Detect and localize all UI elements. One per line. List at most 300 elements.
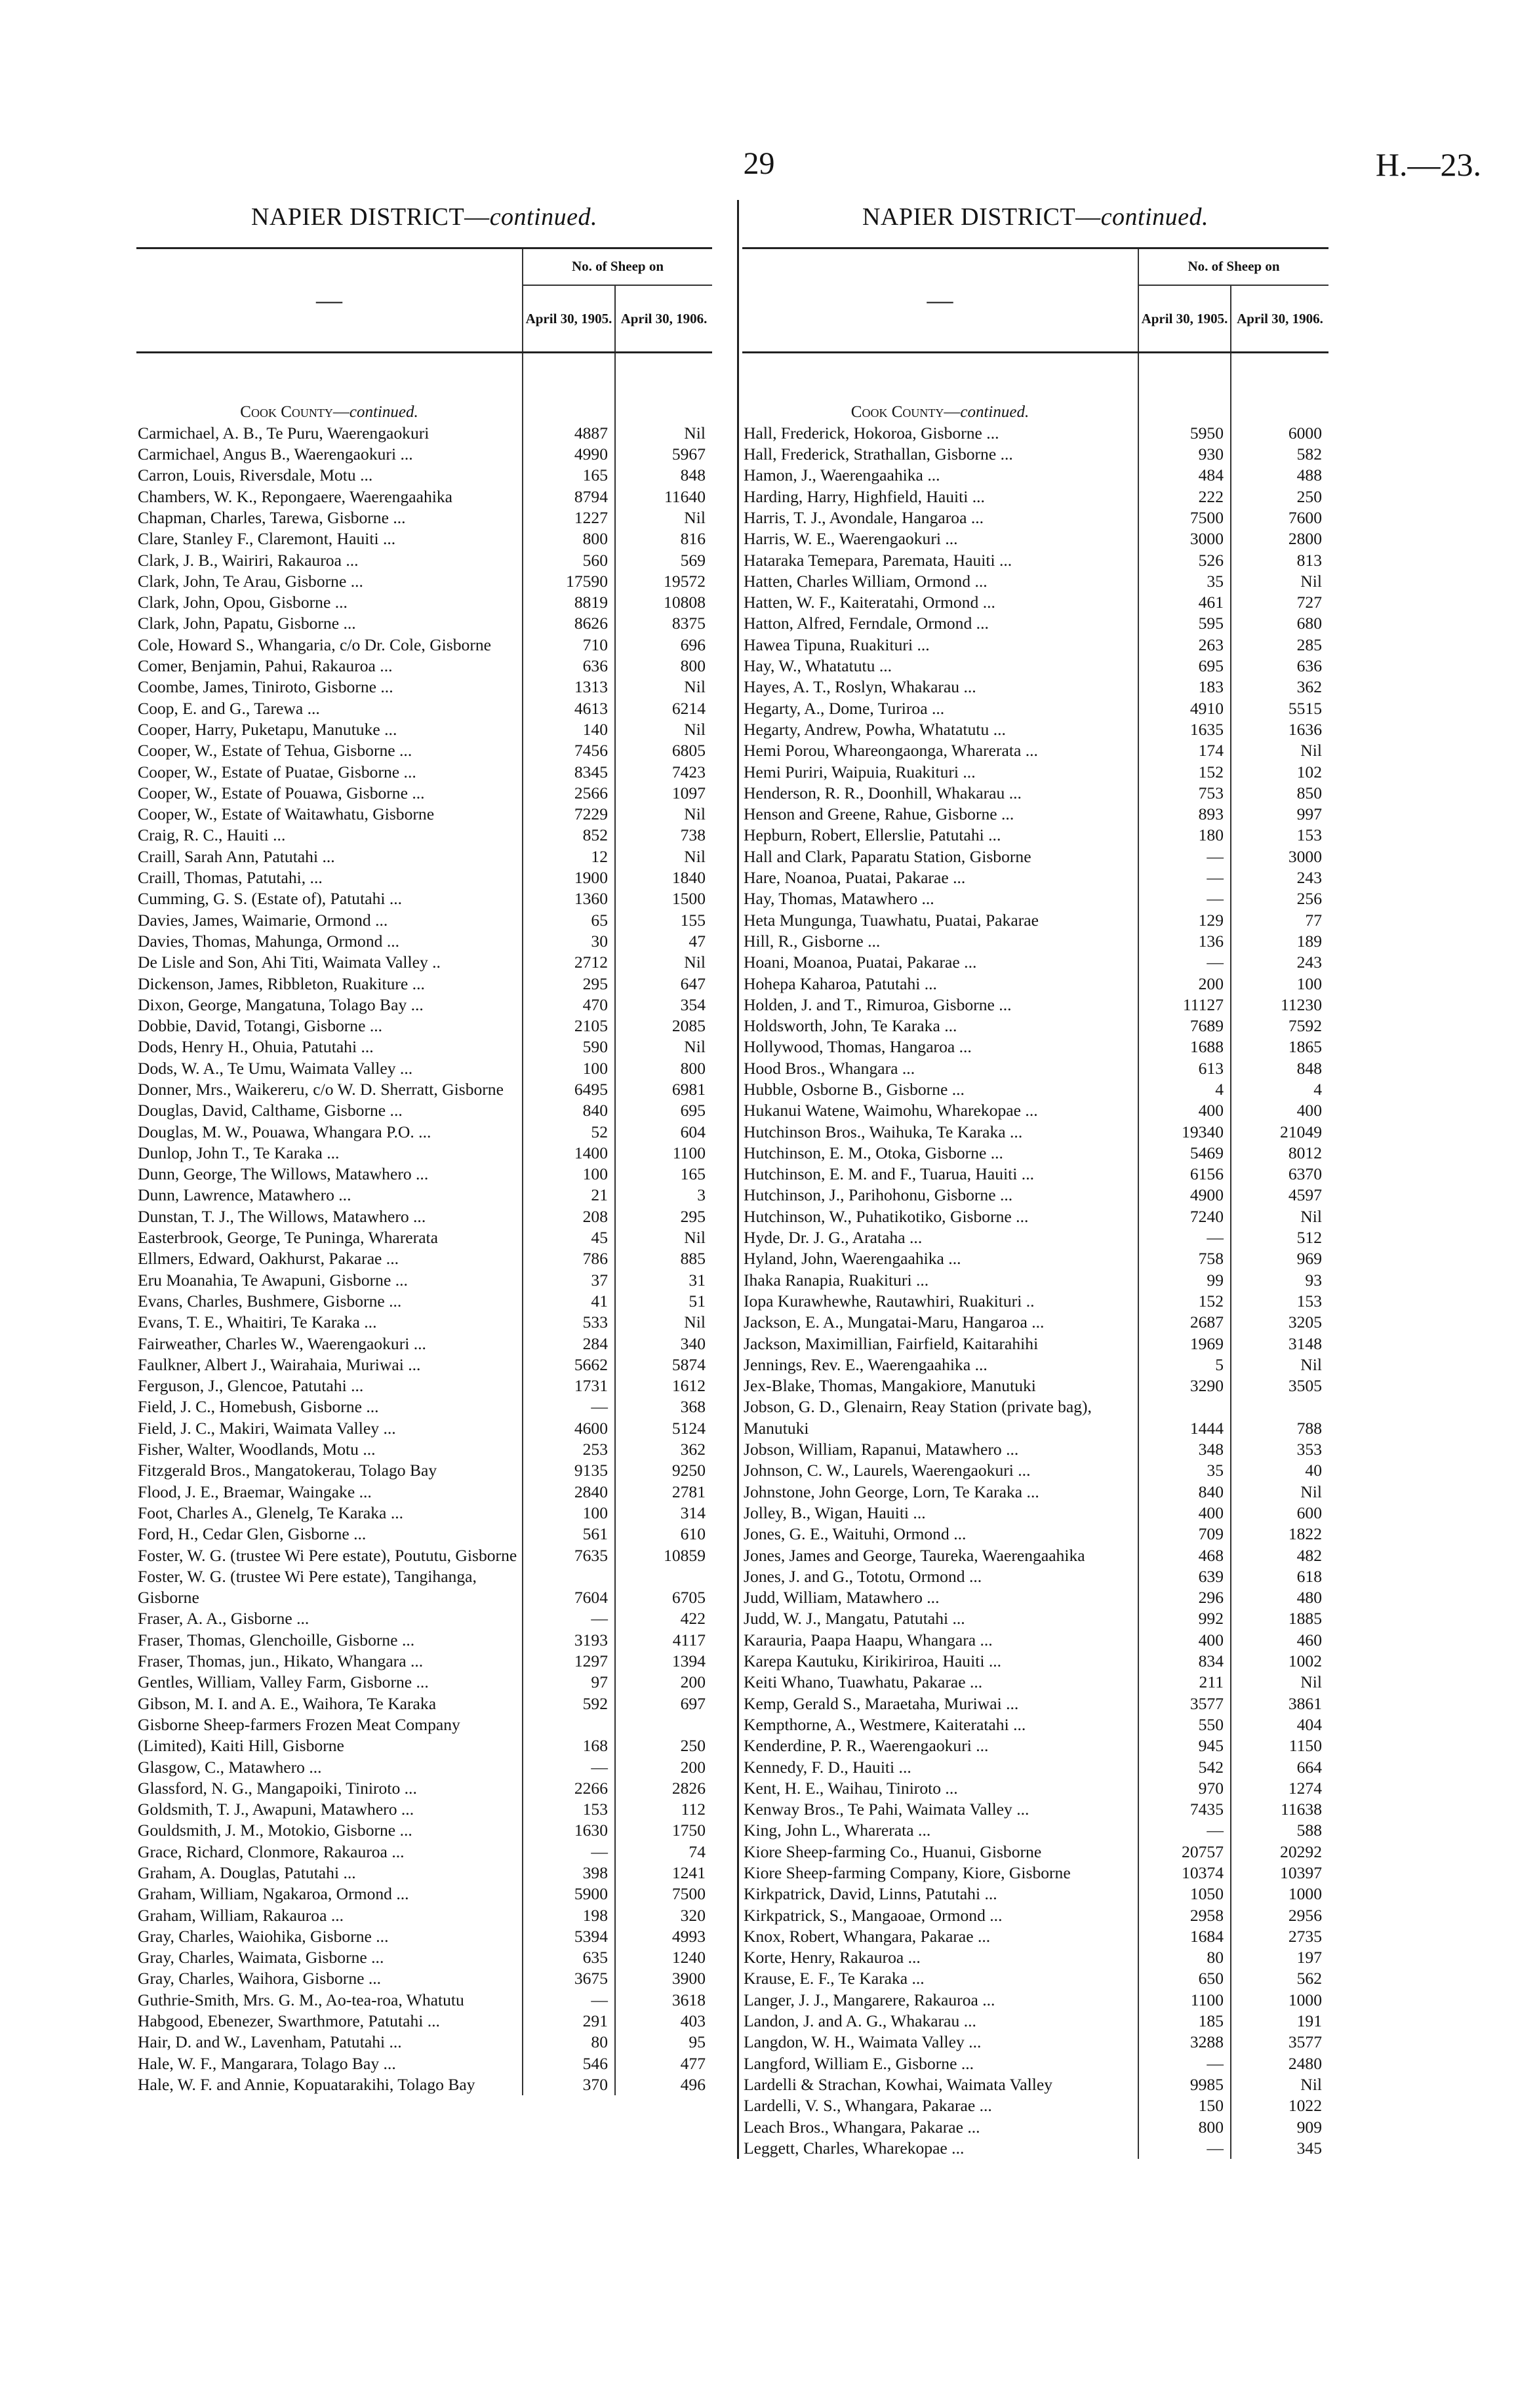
owner-name: Gray, Charles, Waiohika, Gisborne ... bbox=[138, 1926, 389, 1946]
table-row bbox=[742, 423, 1328, 444]
sheep-1905: 613 bbox=[1138, 1058, 1231, 1079]
owner-name: Hawea Tipuna, Ruakituri ... bbox=[744, 635, 930, 654]
sheep-1906: 800 bbox=[615, 1058, 712, 1079]
sheep-1905: — bbox=[1138, 1227, 1231, 1248]
sheep-1905: 753 bbox=[1138, 783, 1231, 804]
table-row bbox=[742, 1693, 1328, 1714]
owner-name: Kemp, Gerald S., Maraetaha, Muriwai ... bbox=[744, 1693, 1019, 1713]
sheep-1905: 970 bbox=[1138, 1778, 1231, 1799]
sheep-1906: 314 bbox=[615, 1503, 712, 1524]
sheep-1905: — bbox=[1138, 952, 1231, 973]
sheep-1906: 40 bbox=[1231, 1460, 1328, 1481]
sheep-1906: 11638 bbox=[1231, 1799, 1328, 1820]
table-row bbox=[742, 550, 1328, 571]
table-row bbox=[742, 888, 1328, 909]
sheep-1905: 1444 bbox=[1138, 1396, 1231, 1439]
sheep-1905: 100 bbox=[523, 1164, 615, 1185]
left-column-header bbox=[136, 247, 712, 353]
owner-name: Holdsworth, John, Te Karaka ... bbox=[744, 1016, 957, 1036]
owner-name: Hill, R., Gisborne ... bbox=[744, 931, 881, 951]
table-row bbox=[742, 867, 1328, 888]
sheep-1906: 10808 bbox=[615, 592, 712, 613]
sheep-1905: 1400 bbox=[523, 1143, 615, 1164]
table-row bbox=[136, 1248, 712, 1269]
table-row bbox=[742, 592, 1328, 613]
owner-name: Hepburn, Robert, Ellerslie, Patutahi ... bbox=[744, 825, 1001, 845]
sheep-1905: 35 bbox=[1138, 571, 1231, 592]
sheep-1906: 243 bbox=[1231, 952, 1328, 973]
table-row bbox=[136, 867, 712, 888]
owner-name: Dods, W. A., Te Umu, Waimata Valley ... bbox=[138, 1058, 413, 1078]
table-row bbox=[742, 1206, 1328, 1227]
table-row bbox=[742, 2117, 1328, 2138]
owner-name: Langer, J. J., Mangarere, Rakauroa ... bbox=[744, 1990, 995, 2009]
owner-name: Lardelli & Strachan, Kowhai, Waimata Valley bbox=[744, 2074, 1053, 2094]
table-row bbox=[136, 635, 712, 656]
table-row bbox=[136, 719, 712, 740]
table-row bbox=[136, 1291, 712, 1312]
sheep-1906: 1097 bbox=[615, 783, 712, 804]
owner-name: Hale, W. F. and Annie, Kopuatarakihi, Tolago Bay bbox=[138, 2074, 475, 2094]
county-heading: Cook County—continued. bbox=[742, 353, 1328, 423]
owner-name: Gouldsmith, J. M., Motokio, Gisborne ... bbox=[138, 1821, 412, 1840]
sheep-1906: 680 bbox=[1231, 613, 1328, 634]
sheep-1905: 8345 bbox=[523, 762, 615, 783]
table-row bbox=[742, 2032, 1328, 2053]
owner-name: Hemi Puriri, Waipuia, Ruakituri ... bbox=[744, 762, 976, 781]
owner-name: Jones, James and George, Taureka, Waerengaahika bbox=[744, 1545, 1085, 1565]
table-row bbox=[136, 1036, 712, 1057]
table-row bbox=[136, 1778, 712, 1799]
table-row bbox=[136, 1799, 712, 1820]
owner-name: Hare, Noanoa, Puatai, Pakarae ... bbox=[744, 868, 966, 888]
table-row bbox=[136, 1164, 712, 1185]
owner-name: Hataraka Temepara, Paremata, Hauiti ... bbox=[744, 550, 1012, 570]
owner-name: Hyland, John, Waerengaahika ... bbox=[744, 1249, 961, 1269]
sheep-1906: 909 bbox=[1231, 2117, 1328, 2138]
sheep-1906: 47 bbox=[615, 931, 712, 952]
table-row bbox=[742, 974, 1328, 995]
sheep-1905: 526 bbox=[1138, 550, 1231, 571]
sheep-1906: 10859 bbox=[615, 1545, 712, 1566]
sheep-1905: 695 bbox=[1138, 656, 1231, 677]
owner-name: Davies, Thomas, Mahunga, Ormond ... bbox=[138, 931, 400, 951]
sheep-1905: 3675 bbox=[523, 1968, 615, 1989]
sheep-1906: 1500 bbox=[615, 888, 712, 909]
sheep-1906: 850 bbox=[1231, 783, 1328, 804]
sheep-1906: 100 bbox=[1231, 974, 1328, 995]
sheep-1905: 348 bbox=[1138, 1439, 1231, 1460]
owner-name: Jennings, Rev. E., Waerengaahika ... bbox=[744, 1354, 988, 1374]
sheep-1905: 2566 bbox=[523, 783, 615, 804]
owner-name: Craig, R. C., Hauiti ... bbox=[138, 825, 286, 845]
sheep-1906: 153 bbox=[1231, 1291, 1328, 1312]
sheep-1906: 664 bbox=[1231, 1757, 1328, 1778]
owner-name: Hegarty, Andrew, Powha, Whatatutu ... bbox=[744, 719, 1006, 739]
sheep-1905: 4 bbox=[1138, 1079, 1231, 1100]
sheep-1906: 1636 bbox=[1231, 719, 1328, 740]
sheep-1906: 102 bbox=[1231, 762, 1328, 783]
owner-name: Coop, E. and G., Tarewa ... bbox=[138, 698, 320, 718]
table-row bbox=[742, 1651, 1328, 1672]
sheep-1906: 6805 bbox=[615, 740, 712, 761]
sheep-1905: 296 bbox=[1138, 1587, 1231, 1608]
owner-name: King, John L., Wharerata ... bbox=[744, 1821, 931, 1840]
table-row bbox=[136, 846, 712, 867]
owner-name: Davies, James, Waimarie, Ormond ... bbox=[138, 910, 388, 930]
sheep-1906: 197 bbox=[1231, 1947, 1328, 1968]
sheep-1905: 7229 bbox=[523, 804, 615, 825]
sheep-1905: 11127 bbox=[1138, 995, 1231, 1016]
sheep-1906: 112 bbox=[615, 1799, 712, 1820]
sheep-1905: 590 bbox=[523, 1036, 615, 1057]
owner-name: Cooper, W., Estate of Puatae, Gisborne ... bbox=[138, 762, 416, 781]
table-row bbox=[136, 1206, 712, 1227]
owner-name: Hatton, Alfred, Ferndale, Ormond ... bbox=[744, 614, 989, 633]
owner-name: Clark, J. B., Wairiri, Rakauroa ... bbox=[138, 550, 359, 570]
owner-name: Douglas, David, Calthame, Gisborne ... bbox=[138, 1101, 403, 1120]
sheep-1906: 2085 bbox=[615, 1016, 712, 1036]
table-row bbox=[742, 1375, 1328, 1396]
table-row bbox=[742, 1100, 1328, 1121]
owner-name: Hutchinson, E. M. and F., Tuarua, Hauiti ... bbox=[744, 1164, 1034, 1184]
table-row bbox=[136, 465, 712, 486]
sheep-1905: 45 bbox=[523, 1227, 615, 1248]
sheep-1905: 37 bbox=[523, 1270, 615, 1291]
owner-name: Langford, William E., Gisborne ... bbox=[744, 2053, 974, 2073]
sheep-1905: 2105 bbox=[523, 1016, 615, 1036]
header-col-1906: April 30, 1906. bbox=[615, 285, 712, 353]
owner-name: Chambers, W. K., Repongaere, Waerengaahika bbox=[138, 486, 453, 506]
right-column-title: NAPIER DISTRICT—continued. bbox=[862, 203, 1209, 231]
right-column-header bbox=[742, 247, 1328, 353]
sheep-1906: 512 bbox=[1231, 1227, 1328, 1248]
sheep-1905: 129 bbox=[1138, 910, 1231, 931]
sheep-1906: Nil bbox=[615, 804, 712, 825]
table-row bbox=[136, 613, 712, 634]
owner-name: Glassford, N. G., Mangapoiki, Tiniroto ... bbox=[138, 1778, 417, 1798]
table-row bbox=[136, 995, 712, 1016]
sheep-1906: 3148 bbox=[1231, 1333, 1328, 1354]
table-row bbox=[742, 1884, 1328, 1905]
sheep-1906: 285 bbox=[1231, 635, 1328, 656]
owner-name: Knox, Robert, Whangara, Pakarae ... bbox=[744, 1926, 991, 1946]
sheep-1905: 140 bbox=[523, 719, 615, 740]
sheep-1906: 6000 bbox=[1231, 423, 1328, 444]
table-row bbox=[742, 1312, 1328, 1333]
owner-name: Johnson, C. W., Laurels, Waerengaokuri ... bbox=[744, 1461, 1031, 1480]
sheep-1906: 3577 bbox=[1231, 2032, 1328, 2053]
sheep-1905: 533 bbox=[523, 1312, 615, 1333]
sheep-1906: 8012 bbox=[1231, 1143, 1328, 1164]
owner-name: Kenway Bros., Te Pahi, Waimata Valley ... bbox=[744, 1800, 1029, 1819]
page-reference: H.—23. bbox=[1375, 146, 1481, 183]
table-row bbox=[136, 910, 712, 931]
owner-name: Cooper, W., Estate of Tehua, Gisborne ... bbox=[138, 741, 412, 760]
sheep-1905: 840 bbox=[523, 1100, 615, 1121]
sheep-1906: 320 bbox=[615, 1905, 712, 1926]
sheep-1906: 3 bbox=[615, 1185, 712, 1206]
owner-name: Dunn, Lawrence, Matawhero ... bbox=[138, 1185, 351, 1205]
owner-name: Henson and Greene, Rahue, Gisborne ... bbox=[744, 804, 1014, 824]
table-row bbox=[136, 740, 712, 761]
sheep-1906: 588 bbox=[1231, 1820, 1328, 1841]
table-row bbox=[742, 1778, 1328, 1799]
sheep-1905: 5469 bbox=[1138, 1143, 1231, 1164]
table-row bbox=[742, 910, 1328, 931]
sheep-1906: 11640 bbox=[615, 486, 712, 507]
table-row bbox=[742, 2011, 1328, 2032]
owner-name: Carmichael, Angus B., Waerengaokuri ... bbox=[138, 444, 413, 464]
table-row bbox=[742, 1905, 1328, 1926]
table-row bbox=[136, 1418, 712, 1439]
sheep-1905: 561 bbox=[523, 1524, 615, 1545]
table-row bbox=[742, 1757, 1328, 1778]
sheep-1906: Nil bbox=[1231, 1672, 1328, 1693]
owner-name: Hair, D. and W., Lavenham, Patutahi ... bbox=[138, 2032, 402, 2052]
sheep-1905: 930 bbox=[1138, 444, 1231, 465]
sheep-1906: Nil bbox=[615, 719, 712, 740]
table-row bbox=[742, 698, 1328, 719]
table-row bbox=[742, 1164, 1328, 1185]
sheep-1905: 2266 bbox=[523, 1778, 615, 1799]
sheep-1906: 1840 bbox=[615, 867, 712, 888]
table-row bbox=[742, 1185, 1328, 1206]
owner-name: Fisher, Walter, Woodlands, Motu ... bbox=[138, 1440, 376, 1459]
sheep-1905: 20757 bbox=[1138, 1842, 1231, 1863]
table-row bbox=[136, 1185, 712, 1206]
table-row bbox=[136, 1905, 712, 1926]
owner-name: Kiore Sheep-farming Company, Kiore, Gisborne bbox=[744, 1863, 1071, 1882]
owner-name: Hyde, Dr. J. G., Arataha ... bbox=[744, 1228, 923, 1248]
sheep-1905: 52 bbox=[523, 1122, 615, 1143]
sheep-1905: 1360 bbox=[523, 888, 615, 909]
header-dash: — bbox=[316, 285, 342, 315]
sheep-1906: 353 bbox=[1231, 1439, 1328, 1460]
table-row bbox=[742, 1820, 1328, 1841]
sheep-1905: 5 bbox=[1138, 1354, 1231, 1375]
sheep-1905: 560 bbox=[523, 550, 615, 571]
table-row bbox=[742, 995, 1328, 1016]
owner-name: Hubble, Osborne B., Gisborne ... bbox=[744, 1080, 965, 1099]
table-row bbox=[136, 2032, 712, 2053]
owner-name: Hayes, A. T., Roslyn, Whakarau ... bbox=[744, 677, 976, 697]
table-row bbox=[742, 846, 1328, 867]
sheep-1906: 2826 bbox=[615, 1778, 712, 1799]
sheep-1906: 695 bbox=[615, 1100, 712, 1121]
owner-name: Leggett, Charles, Wharekopae ... bbox=[744, 2138, 965, 2158]
owner-name: Iopa Kurawhewhe, Rautawhiri, Ruakituri .. bbox=[744, 1291, 1035, 1311]
table-row bbox=[742, 1291, 1328, 1312]
sheep-1906: 813 bbox=[1231, 550, 1328, 571]
sheep-1906: 250 bbox=[615, 1714, 712, 1757]
header-col-1906: April 30, 1906. bbox=[1231, 285, 1328, 353]
sheep-1905: 945 bbox=[1138, 1735, 1231, 1756]
table-row bbox=[136, 974, 712, 995]
sheep-1906: Nil bbox=[615, 952, 712, 973]
table-row bbox=[136, 1545, 712, 1566]
sheep-1905: 180 bbox=[1138, 825, 1231, 846]
owner-name: Hutchinson, E. M., Otoka, Gisborne ... bbox=[744, 1143, 1003, 1162]
sheep-1905: 5394 bbox=[523, 1926, 615, 1947]
sheep-1905: 222 bbox=[1138, 486, 1231, 507]
table-row bbox=[136, 1482, 712, 1503]
sheep-1905: 183 bbox=[1138, 677, 1231, 698]
owner-name: Donner, Mrs., Waikereru, c/o W. D. Sherratt, Gisborne bbox=[138, 1080, 504, 1099]
sheep-1905: 200 bbox=[1138, 974, 1231, 995]
table-row bbox=[136, 1863, 712, 1884]
table-row bbox=[136, 571, 712, 592]
sheep-1905: 370 bbox=[523, 2074, 615, 2095]
table-row bbox=[742, 1735, 1328, 1756]
header-col-1905: April 30, 1905. bbox=[523, 285, 615, 353]
sheep-1905: 168 bbox=[523, 1714, 615, 1757]
sheep-1905: 3290 bbox=[1138, 1375, 1231, 1396]
sheep-1905: 9135 bbox=[523, 1460, 615, 1481]
table-row bbox=[742, 1947, 1328, 1968]
sheep-1906: 582 bbox=[1231, 444, 1328, 465]
sheep-1905: 80 bbox=[523, 2032, 615, 2053]
table-row bbox=[136, 1079, 712, 1100]
table-row bbox=[136, 1439, 712, 1460]
sheep-1905: 4600 bbox=[523, 1418, 615, 1439]
sheep-1906: 7500 bbox=[615, 1884, 712, 1905]
owner-name: Jobson, William, Rapanui, Matawhero ... bbox=[744, 1440, 1019, 1459]
owner-name: Craill, Thomas, Patutahi, ... bbox=[138, 868, 323, 888]
sheep-1906: 93 bbox=[1231, 1270, 1328, 1291]
table-row bbox=[742, 1799, 1328, 1820]
table-row bbox=[742, 486, 1328, 507]
sheep-1905: 295 bbox=[523, 974, 615, 995]
sheep-1906: 2956 bbox=[1231, 1905, 1328, 1926]
owner-name: Dods, Henry H., Ohuia, Patutahi ... bbox=[138, 1037, 374, 1057]
table-row bbox=[742, 1079, 1328, 1100]
owner-name: Graham, William, Ngakaroa, Ormond ... bbox=[138, 1884, 409, 1904]
table-row bbox=[136, 1524, 712, 1545]
sheep-1906: 1865 bbox=[1231, 1036, 1328, 1057]
table-row bbox=[742, 1143, 1328, 1164]
sheep-1906: 5124 bbox=[615, 1418, 712, 1439]
sheep-1906: 6370 bbox=[1231, 1164, 1328, 1185]
sheep-1906: 20292 bbox=[1231, 1842, 1328, 1863]
owner-name: Field, J. C., Homebush, Gisborne ... bbox=[138, 1397, 379, 1417]
owner-name: Foot, Charles A., Glenelg, Te Karaka ... bbox=[138, 1503, 404, 1522]
owner-name: Cole, Howard S., Whangaria, c/o Dr. Cole, Gisborne bbox=[138, 635, 492, 654]
owner-name: Faulkner, Albert J., Wairahaia, Muriwai ... bbox=[138, 1354, 421, 1374]
table-row bbox=[136, 698, 712, 719]
sheep-1905: 7435 bbox=[1138, 1799, 1231, 1820]
owner-name: Hamon, J., Waerengaahika ... bbox=[744, 465, 940, 485]
sheep-1906: 1100 bbox=[615, 1143, 712, 1164]
table-row bbox=[136, 931, 712, 952]
sheep-1905: 7635 bbox=[523, 1545, 615, 1566]
owner-name: Cooper, W., Estate of Pouawa, Gisborne ... bbox=[138, 783, 425, 802]
table-row bbox=[742, 1587, 1328, 1608]
table-row bbox=[136, 1122, 712, 1143]
sheep-1905: 3193 bbox=[523, 1630, 615, 1651]
sheep-1906: 7600 bbox=[1231, 507, 1328, 528]
owner-name: Clark, John, Te Arau, Gisborne ... bbox=[138, 571, 363, 591]
table-row bbox=[136, 783, 712, 804]
table-row bbox=[136, 804, 712, 825]
table-row bbox=[136, 1926, 712, 1947]
sheep-1905: 595 bbox=[1138, 613, 1231, 634]
table-row bbox=[136, 1503, 712, 1524]
left-column-title: NAPIER DISTRICT—continued. bbox=[250, 203, 598, 231]
table-row bbox=[742, 1842, 1328, 1863]
sheep-1906: 3000 bbox=[1231, 846, 1328, 867]
owner-name: Clark, John, Opou, Gisborne ... bbox=[138, 593, 348, 612]
owner-name: Cumming, G. S. (Estate of), Patutahi ... bbox=[138, 889, 403, 909]
sheep-1905: — bbox=[523, 1608, 615, 1629]
sheep-1905: 211 bbox=[1138, 1672, 1231, 1693]
sheep-1906: 488 bbox=[1231, 465, 1328, 486]
owner-name: Hall, Frederick, Strathallan, Gisborne ... bbox=[744, 444, 1013, 464]
sheep-1905: 1630 bbox=[523, 1820, 615, 1841]
sheep-1905: 208 bbox=[523, 1206, 615, 1227]
owner-name: Gray, Charles, Waimata, Gisborne ... bbox=[138, 1948, 384, 1967]
sheep-1905: 1050 bbox=[1138, 1884, 1231, 1905]
sheep-1905: 834 bbox=[1138, 1651, 1231, 1672]
owner-name: Harris, T. J., Avondale, Hangaroa ... bbox=[744, 507, 984, 527]
sheep-1906: 340 bbox=[615, 1333, 712, 1354]
sheep-1905: — bbox=[1138, 2053, 1231, 2074]
owner-name: Karauria, Paapa Haapu, Whangara ... bbox=[744, 1630, 993, 1649]
sheep-1905: 291 bbox=[523, 2011, 615, 2032]
sheep-1906: 2480 bbox=[1231, 2053, 1328, 2074]
table-row bbox=[742, 1672, 1328, 1693]
table-row bbox=[742, 2053, 1328, 2074]
owner-name: Flood, J. E., Braemar, Waingake ... bbox=[138, 1482, 372, 1501]
table-row bbox=[742, 2095, 1328, 2116]
table-row bbox=[136, 1651, 712, 1672]
sheep-1906: 1000 bbox=[1231, 1884, 1328, 1905]
sheep-1906: 404 bbox=[1231, 1714, 1328, 1735]
sheep-1905: 4990 bbox=[523, 444, 615, 465]
sheep-1905: 150 bbox=[1138, 2095, 1231, 2116]
sheep-1905: 1635 bbox=[1138, 719, 1231, 740]
sheep-1906: 1274 bbox=[1231, 1778, 1328, 1799]
sheep-1906: 51 bbox=[615, 1291, 712, 1312]
table-row bbox=[136, 444, 712, 465]
sheep-1905: 800 bbox=[523, 528, 615, 549]
sheep-1905: 2687 bbox=[1138, 1312, 1231, 1333]
table-row bbox=[136, 1143, 712, 1164]
sheep-1906: 362 bbox=[1231, 677, 1328, 698]
table-row bbox=[742, 1863, 1328, 1884]
table-row bbox=[742, 1630, 1328, 1651]
sheep-1906: 345 bbox=[1231, 2138, 1328, 2159]
sheep-1905: 4887 bbox=[523, 423, 615, 444]
owner-name: Jackson, Maximillian, Fairfield, Kaitarahihi bbox=[744, 1333, 1039, 1353]
sheep-1905: 635 bbox=[523, 1947, 615, 1968]
sheep-1906: 2781 bbox=[615, 1482, 712, 1503]
sheep-1906: 4 bbox=[1231, 1079, 1328, 1100]
table-row bbox=[742, 1460, 1328, 1481]
sheep-1906: 480 bbox=[1231, 1587, 1328, 1608]
table-row bbox=[742, 740, 1328, 761]
sheep-1906: 19572 bbox=[615, 571, 712, 592]
owner-name: Jolley, B., Wigan, Hauiti ... bbox=[744, 1503, 926, 1522]
sheep-1905: — bbox=[523, 1990, 615, 2011]
sheep-1906: 74 bbox=[615, 1842, 712, 1863]
sheep-1906: Nil bbox=[1231, 571, 1328, 592]
owner-name: Easterbrook, George, Te Puninga, Wharerata bbox=[138, 1228, 439, 1248]
sheep-1905: 7500 bbox=[1138, 507, 1231, 528]
right-rows bbox=[742, 353, 1328, 2160]
sheep-1905: 786 bbox=[523, 1248, 615, 1269]
sheep-1906: 848 bbox=[1231, 1058, 1328, 1079]
